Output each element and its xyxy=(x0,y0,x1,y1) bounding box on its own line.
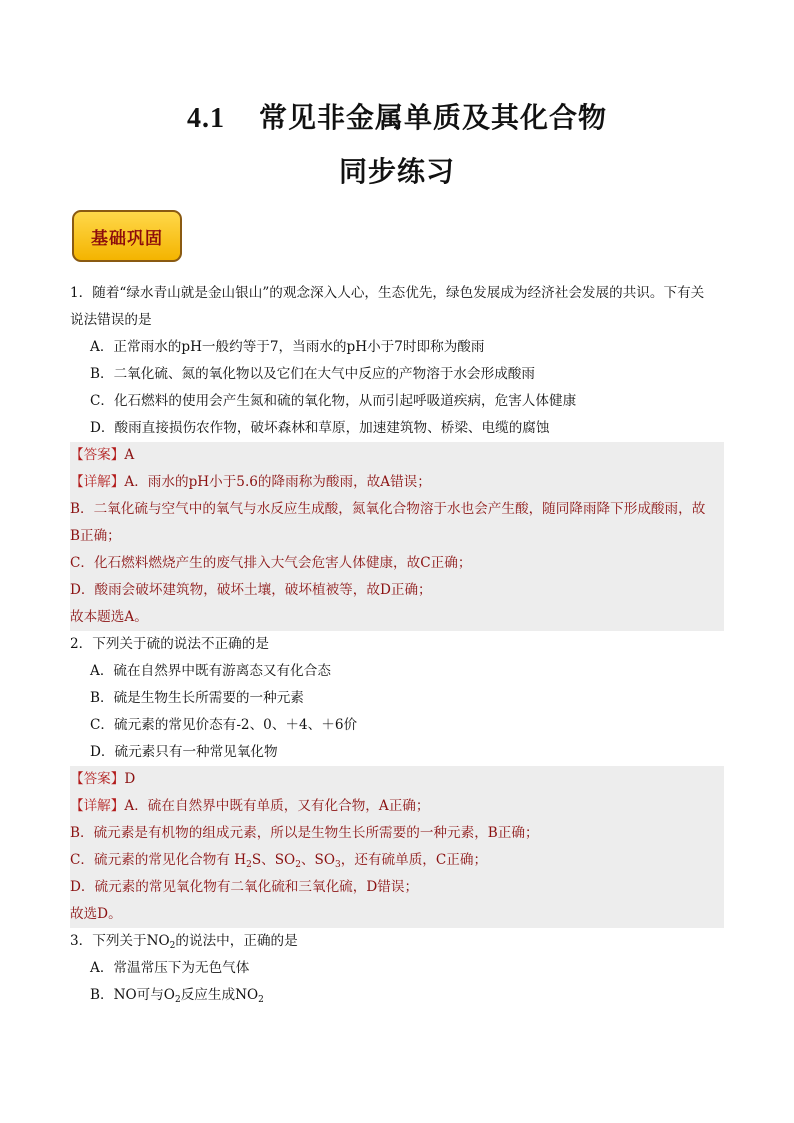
q2-option-b: B．硫是生物生长所需要的一种元素 xyxy=(90,690,304,706)
q2-detail-line1 xyxy=(70,793,724,820)
q1-detail-line2: B．二氧化硫与空气中的氧气与水反应生成酸，氮氧化合物溶于水也会产生酸，随同降雨降下形成酸雨，故 xyxy=(70,496,724,523)
option-text: 反应生成NO xyxy=(180,987,259,1003)
q2-stem: 2．下列关于硫的说法不正确的是 xyxy=(70,636,269,652)
page-subtitle: 同步练习 xyxy=(338,155,455,188)
q1-option-a: A．正常雨水的pH一般约等于7，当雨水的pH小于7时即称为酸雨 xyxy=(90,339,485,355)
option-text: B．NO可与O xyxy=(90,987,175,1003)
detail-text: S、SO xyxy=(251,852,296,868)
answer-tag: 【答案】 xyxy=(70,447,125,463)
stem-text: 3．下列关于NO xyxy=(70,933,170,949)
q2-detail-line2: B．硫元素是有机物的组成元素，所以是生物生长所需要的一种元素，B正确； xyxy=(70,820,724,847)
q1-option-c: C．化石燃料的使用会产生氮和硫的氧化物，从而引起呼吸道疾病，危害人体健康 xyxy=(90,393,577,409)
detail-text: 、SO xyxy=(300,852,336,868)
chapter-title: 常见非金属单质及其化合物 xyxy=(258,101,607,134)
q1-option-d: D．酸雨直接损伤农作物，破坏森林和草原，加速建筑物、桥梁、电缆的腐蚀 xyxy=(90,420,550,436)
page-title xyxy=(0,96,794,136)
q1-stem-line2: 说法错误的是 xyxy=(70,312,152,328)
subscript: 3 xyxy=(335,860,341,870)
subscript: 2 xyxy=(246,860,252,870)
answer-tag: 【答案】 xyxy=(70,771,125,787)
detail-tag: 【详解】 xyxy=(70,798,125,814)
detail-text: ，还有硫单质，C正确； xyxy=(340,852,488,868)
q3-stem xyxy=(70,928,724,955)
q2-answer xyxy=(70,766,724,793)
q1-option-b: B．二氧化硫、氮的氧化物以及它们在大气中反应的产物溶于水会形成酸雨 xyxy=(90,366,535,382)
subscript: 2 xyxy=(174,995,181,1005)
q2-option-a: A．硫在自然界中既有游离态又有化合态 xyxy=(90,663,331,679)
q2-detail-line3 xyxy=(70,847,724,874)
detail-text: A．雨水的pH小于5.6的降雨称为酸雨，故A错误； xyxy=(124,474,431,490)
q1-stem-line1: 1．随着“绿水青山就是金山银山”的观念深入人心，生态优先，绿色发展成为经济社会发展的共识。下有关 xyxy=(70,285,705,301)
subscript: 2 xyxy=(295,860,301,870)
q1-answer xyxy=(70,442,724,469)
q2-option-c: C．硫元素的常见价态有-2、0、＋4、＋6价 xyxy=(90,717,358,733)
q1-detail-line1 xyxy=(70,469,724,496)
question-content xyxy=(70,280,724,1009)
section-badge: 基础巩固 xyxy=(72,210,182,262)
q2-option-d: D．硫元素只有一种常见氧化物 xyxy=(90,744,278,760)
q3-option-a: A．常温常压下为无色气体 xyxy=(90,960,250,976)
q1-conclusion: 故本题选A。 xyxy=(70,604,724,631)
q1-detail-line4: C．化石燃料燃烧产生的废气排入大气会危害人体健康，故C正确； xyxy=(70,550,724,577)
chapter-number: 4.1 xyxy=(186,103,225,134)
q2-conclusion: 故选D。 xyxy=(70,901,724,928)
answer-value: A xyxy=(124,447,135,463)
q1-detail-line3: B正确； xyxy=(70,523,724,550)
subscript: 2 xyxy=(258,995,264,1005)
stem-text: 的说法中，正确的是 xyxy=(175,933,298,949)
detail-text: A．硫在自然界中既有单质，又有化合物，A正确； xyxy=(124,798,430,814)
detail-tag: 【详解】 xyxy=(70,474,125,490)
q2-detail-line4: D．硫元素的常见氧化物有二氧化硫和三氧化硫，D错误； xyxy=(70,874,724,901)
q1-detail-line5: D．酸雨会破坏建筑物，破坏土壤，破坏植被等，故D正确； xyxy=(70,577,724,604)
answer-value: D xyxy=(124,771,136,787)
subscript: 2 xyxy=(169,941,176,951)
detail-text: C．硫元素的常见化合物有 H xyxy=(70,852,247,868)
q3-option-b xyxy=(70,982,724,1009)
